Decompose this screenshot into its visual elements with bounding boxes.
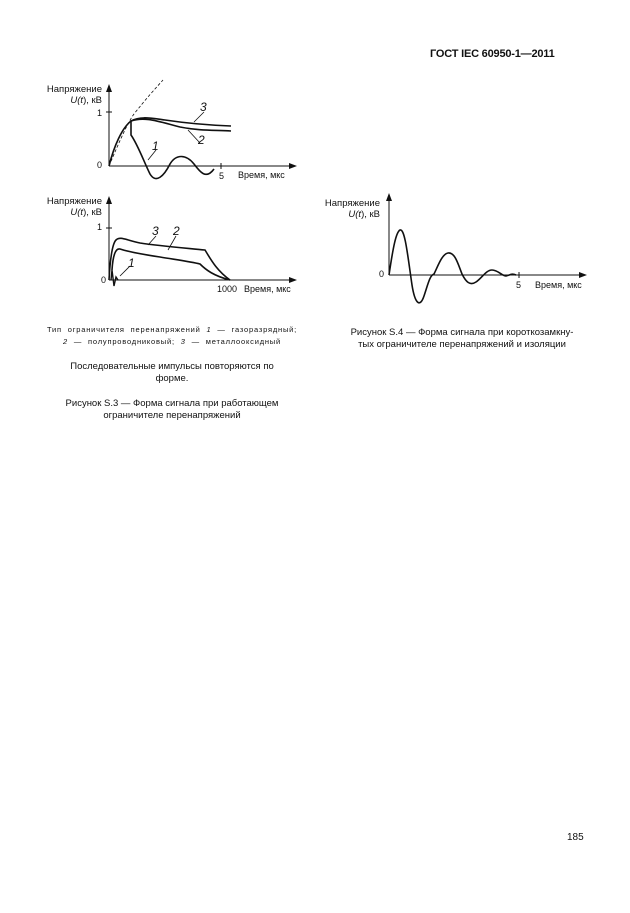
s4-damped-oscillation: [389, 230, 516, 303]
s3-bottom-xtick-1000: 1000: [217, 284, 238, 294]
s3-caption-line1: Рисунок S.3 — Форма сигнала при работающем: [65, 398, 279, 409]
s3-top-ylabel-line1: Напряжение: [46, 84, 102, 95]
s4-ylabel-line1: Напряжение: [324, 198, 380, 209]
s3-bottom-curve-2: [112, 249, 230, 280]
s3-top-dashed-curve: [109, 80, 163, 166]
s3-bottom-curve-1: [111, 270, 118, 286]
s4-xtick-5: 5: [516, 280, 522, 290]
s3-bottom-ytick-1: 1: [97, 222, 103, 232]
s3-top-leader-1: [148, 150, 156, 160]
s4-ylabel-unit: ), кВ: [361, 209, 380, 220]
s3-top-leader-3: [194, 112, 204, 122]
s3-legend-t3: — металлооксидный: [191, 337, 281, 346]
s3-bottom-leader-3: [148, 236, 156, 245]
s3-top-xlabel: Время, мкс: [238, 170, 285, 180]
s3-legend-t2: — полупроводниковый;: [73, 337, 175, 346]
s3-legend-n1: 1: [206, 325, 212, 334]
s3-caption-line2: ограничителе перенапряжений: [103, 410, 241, 421]
s3-legend-n3: 3: [180, 337, 186, 346]
s3-bottom-curve-label-3: 3: [152, 224, 159, 238]
s3-bottom-curve-label-1: 1: [128, 256, 135, 270]
s3-bottom-xlabel: Время, мкс: [244, 284, 291, 294]
s3-note-line2: форме.: [155, 373, 189, 384]
s3-bottom-leader-2: [168, 236, 176, 250]
s3-top-curve-label-3: 3: [200, 100, 207, 114]
s3-bottom-ylabel-u: U(: [70, 207, 81, 218]
s4-ylabel-t: t: [358, 209, 362, 220]
s3-top-ytick-0: 0: [97, 160, 103, 170]
s3-bottom-ylabel-unit: ), кВ: [83, 207, 102, 218]
s3-top-ylabel-u: U(: [70, 95, 81, 106]
s3-top-xtick-5: 5: [219, 171, 225, 181]
s4-xlabel: Время, мкс: [535, 280, 582, 290]
s4-caption-line1: Рисунок S.4 — Форма сигнала при короткозамкну-: [350, 327, 574, 338]
s3-bottom-ylabel-line1: Напряжение: [46, 196, 102, 207]
s3-top-ytick-1: 1: [97, 108, 103, 118]
page-number: 185: [567, 832, 584, 843]
s3-top-leader-2: [188, 130, 200, 143]
document-header: ГОСТ IEC 60950-1—2011: [430, 48, 555, 60]
s4-ylabel-u: U(: [348, 209, 359, 220]
s3-legend-n2: 2: [63, 337, 68, 346]
s4-caption-line2: тых ограничителе перенапряжений и изоляции: [358, 339, 566, 350]
s3-legend-prefix: Тип ограничителя перенапряжений: [46, 325, 201, 334]
s3-top-curve-label-1: 1: [152, 139, 159, 153]
s3-bottom-ytick-0: 0: [101, 275, 107, 285]
s3-top-ylabel-t: t: [80, 95, 84, 106]
s3-bottom-curve-label-2: 2: [173, 224, 180, 238]
s3-legend-t1: — газоразрядный;: [217, 325, 298, 334]
s3-bottom-leader-1: [120, 266, 130, 276]
s3-top-curve-label-2: 2: [198, 133, 205, 147]
s3-top-ylabel-unit: ), кВ: [83, 95, 102, 106]
s4-ytick-0: 0: [379, 269, 385, 279]
s3-note-line1: Последовательные импульсы повторяются по: [70, 361, 274, 372]
s3-bottom-ylabel-t: t: [80, 207, 84, 218]
